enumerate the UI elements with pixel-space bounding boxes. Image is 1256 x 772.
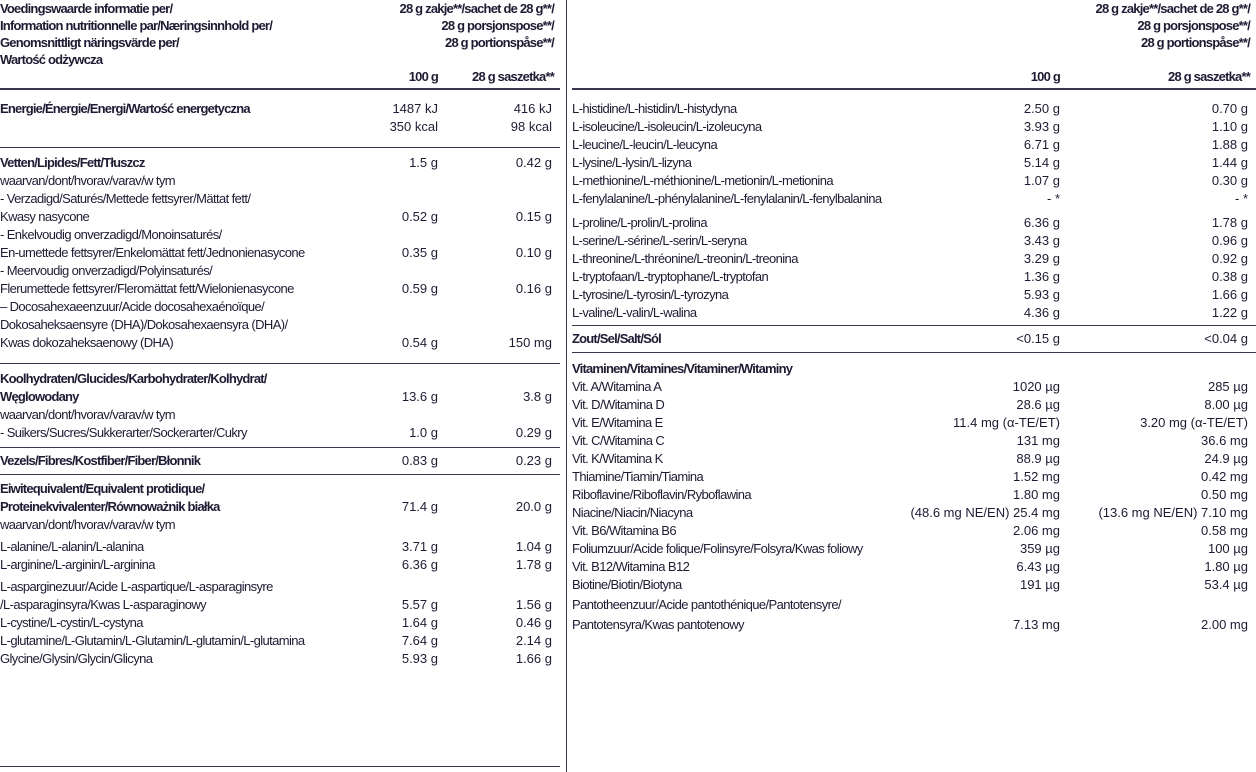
- nutrient-label: En-umettede fettsyrer/Enkelomättat fett/Jednonienasycone: [0, 245, 305, 260]
- value-per-100g: 3.93 g: [1023, 119, 1060, 134]
- nutrient-label: – Docosahexaeenzuur/Acide docosahexaénoïque/: [0, 299, 265, 314]
- table-row: [572, 504, 1256, 521]
- nutrient-label: Węglowodany: [0, 389, 79, 404]
- table-row: [0, 334, 560, 351]
- table-row: [572, 432, 1256, 449]
- table-row: [0, 298, 560, 315]
- section-rule: [572, 352, 1256, 353]
- nutrient-label: waarvan/dont/hvorav/varav/w tym: [0, 517, 176, 532]
- section-rule: [0, 363, 560, 364]
- value-per-100g: 359 µg: [1019, 541, 1060, 556]
- table-row: [0, 452, 560, 469]
- value-per-100g: 1.0 g: [409, 425, 438, 440]
- table-row: [0, 316, 560, 333]
- nutrient-label: Zout/Sel/Salt/Sól: [572, 331, 661, 346]
- section-rule: [572, 325, 1256, 326]
- nutrient-label: L-histidine/L-histidin/L-histydyna: [572, 101, 737, 116]
- nutrient-label: - Enkelvoudig onverzadigd/Monoinsaturés/: [0, 227, 222, 242]
- table-row: [572, 286, 1256, 303]
- table-row: [572, 304, 1256, 321]
- value-per-100g: 2.50 g: [1023, 101, 1060, 116]
- value-per-100g: 350 kcal: [389, 119, 438, 134]
- value-per-serving: 150 mg: [508, 335, 552, 350]
- table-row: [572, 522, 1256, 539]
- table-row: [0, 596, 560, 613]
- nutrient-label: Biotine/Biotin/Biotyna: [572, 577, 682, 592]
- table-row: [572, 214, 1256, 231]
- serving-line: 28 g zakje**/sachet de 28 g**/: [399, 1, 554, 16]
- header-serving-right: [1096, 0, 1250, 51]
- nutrient-label: L-lysine/L-lysin/L-lizyna: [572, 155, 692, 170]
- table-row: [572, 414, 1256, 431]
- nutrient-label: L-glutamine/L-Glutamin/L-Glutamin/L-glutamin/L-glutamina: [0, 633, 305, 648]
- value-per-serving: <0.04 g: [1204, 331, 1248, 346]
- table-row: [572, 360, 1256, 377]
- table-row: [0, 226, 560, 243]
- value-per-serving: 0.96 g: [1211, 233, 1248, 248]
- value-per-serving: 20.0 g: [515, 499, 552, 514]
- value-per-100g: 0.35 g: [401, 245, 438, 260]
- table-row: [572, 396, 1256, 413]
- value-per-serving: 36.6 mg: [1201, 433, 1248, 448]
- header-labels: [0, 0, 272, 68]
- nutrient-label: Eiwitequivalent/Equivalent protidique/: [0, 481, 205, 496]
- value-per-serving: 98 kcal: [510, 119, 552, 134]
- value-per-serving: 0.70 g: [1211, 101, 1248, 116]
- serving-line: 28 g zakje**/sachet de 28 g**/: [1095, 1, 1250, 16]
- nutrient-label: Dokosaheksaensyre (DHA)/Dokosahexaensyra (DHA)/: [0, 317, 288, 332]
- value-per-serving: 0.42 mg: [1201, 469, 1248, 484]
- table-row: [0, 280, 560, 297]
- nutrient-label: L-arginine/L-arginin/L-arginina: [0, 557, 155, 572]
- value-per-100g: 0.52 g: [401, 209, 438, 224]
- value-per-100g: 6.71 g: [1023, 137, 1060, 152]
- value-per-serving: 1.66 g: [1211, 287, 1248, 302]
- value-per-100g: <0.15 g: [1016, 331, 1060, 346]
- serving-line: 28 g portionspåse**/: [1141, 35, 1250, 50]
- table-row: [0, 370, 560, 387]
- nutrient-label: Vitaminen/Vitamines/Vitaminer/Witaminy: [572, 361, 793, 376]
- nutrient-label: Proteinekvivalenter/Równoważnik białka: [0, 499, 220, 514]
- table-row: [572, 378, 1256, 395]
- value-per-serving: 1.78 g: [515, 557, 552, 572]
- value-per-serving: 285 µg: [1207, 379, 1248, 394]
- value-per-100g: 13.6 g: [401, 389, 438, 404]
- header-label-line: Voedingswaarde informatie per/: [0, 1, 173, 16]
- value-per-100g: 5.93 g: [1023, 287, 1060, 302]
- value-per-serving: 1.10 g: [1211, 119, 1248, 134]
- table-row: [0, 578, 560, 595]
- value-per-serving: - *: [1235, 191, 1248, 206]
- value-per-serving: 0.92 g: [1211, 251, 1248, 266]
- table-row: [0, 190, 560, 207]
- table-row: [0, 388, 560, 405]
- nutrient-label: L-tryptofaan/L-tryptophane/L-tryptofan: [572, 269, 769, 284]
- value-per-100g: 88.9 µg: [1016, 451, 1060, 466]
- value-per-serving: 3.20 mg (α-TE/ET): [1140, 415, 1248, 430]
- value-per-serving: 100 µg: [1207, 541, 1248, 556]
- table-row: [572, 576, 1256, 593]
- value-per-serving: 53.4 µg: [1204, 577, 1248, 592]
- value-per-serving: 1.66 g: [515, 651, 552, 666]
- nutrient-label: L-cystine/L-cystin/L-cystyna: [0, 615, 143, 630]
- value-per-100g: - *: [1047, 191, 1060, 206]
- nutrient-label: Glycine/Glysin/Glycin/Glicyna: [0, 651, 153, 666]
- table-row: [0, 614, 560, 631]
- nutrient-label: L-proline/L-prolin/L-prolina: [572, 215, 707, 230]
- value-per-serving: 2.14 g: [515, 633, 552, 648]
- table-row: [572, 118, 1256, 135]
- nutrient-label: Pantotheenzuur/Acide pantothénique/Pantotensyre/: [572, 597, 841, 612]
- table-row: [572, 330, 1256, 347]
- value-per-serving: 3.8 g: [523, 389, 552, 404]
- value-per-100g: 4.36 g: [1023, 305, 1060, 320]
- nutrient-label: - Verzadigd/Saturés/Mettede fettsyrer/Mättat fett/: [0, 191, 251, 206]
- value-per-serving: (13.6 mg NE/EN) 7.10 mg: [1098, 505, 1248, 520]
- nutrient-label: Energie/Énergie/Energi/Wartość energetyczna: [0, 101, 250, 116]
- value-per-100g: 1.80 mg: [1013, 487, 1060, 502]
- value-per-100g: 1.07 g: [1023, 173, 1060, 188]
- nutrient-label: Vit. C/Witamina C: [572, 433, 665, 448]
- nutrient-label: Vit. B6/Witamina B6: [572, 523, 676, 538]
- value-per-serving: 0.46 g: [515, 615, 552, 630]
- nutrient-label: Niacine/Niacin/Niacyna: [572, 505, 693, 520]
- value-per-serving: 1.80 µg: [1204, 559, 1248, 574]
- value-per-100g: 5.93 g: [401, 651, 438, 666]
- nutrient-label: Riboflavine/Riboflavin/Ryboflawina: [572, 487, 752, 502]
- table-row: [572, 268, 1256, 285]
- value-per-serving: 0.29 g: [515, 425, 552, 440]
- nutrient-label: Vezels/Fibres/Kostfiber/Fiber/Błonnik: [0, 453, 201, 468]
- table-row: [572, 486, 1256, 503]
- nutrient-label: L-alanine/L-alanin/L-alanina: [0, 539, 144, 554]
- column-divider: [566, 0, 567, 772]
- value-per-100g: 1.5 g: [409, 155, 438, 170]
- value-per-100g: 1.52 mg: [1013, 469, 1060, 484]
- header-label-line: Information nutritionnelle par/Næringsinnhold per/: [0, 18, 273, 33]
- value-per-100g: 7.13 mg: [1013, 617, 1060, 632]
- table-row: [0, 406, 560, 423]
- value-per-serving: 24.9 µg: [1204, 451, 1248, 466]
- table-row: [572, 540, 1256, 557]
- table-row: [0, 262, 560, 279]
- table-row: [572, 616, 1256, 633]
- header-label-line: Genomsnittligt näringsvärde per/: [0, 35, 179, 50]
- value-per-serving: 0.42 g: [515, 155, 552, 170]
- value-per-100g: (48.6 mg NE/EN) 25.4 mg: [910, 505, 1060, 520]
- table-row: [572, 250, 1256, 267]
- value-per-100g: 71.4 g: [401, 499, 438, 514]
- table-row: [0, 650, 560, 667]
- nutrient-label: Foliumzuur/Acide folique/Folinsyre/Folsyra/Kwas foliowy: [572, 541, 863, 556]
- value-per-serving: 0.15 g: [515, 209, 552, 224]
- value-per-serving: 416 kJ: [513, 101, 552, 116]
- table-row: [572, 468, 1256, 485]
- value-per-100g: 1.36 g: [1023, 269, 1060, 284]
- table-row: [572, 136, 1256, 153]
- value-per-100g: 5.14 g: [1023, 155, 1060, 170]
- table-row: [0, 244, 560, 261]
- nutrient-label: L-threonine/L-thréonine/L-treonin/L-treonina: [572, 251, 798, 266]
- table-row: [0, 154, 560, 171]
- value-per-serving: 1.22 g: [1211, 305, 1248, 320]
- value-per-100g: 1487 kJ: [392, 101, 438, 116]
- col-100g-header: 100 g: [408, 69, 438, 84]
- table-row: [0, 100, 560, 117]
- value-per-100g: 3.29 g: [1023, 251, 1060, 266]
- nutrient-label: waarvan/dont/hvorav/varav/w tym: [0, 407, 176, 422]
- value-per-100g: 1.64 g: [401, 615, 438, 630]
- value-per-100g: 131 mg: [1016, 433, 1060, 448]
- value-per-100g: 3.43 g: [1023, 233, 1060, 248]
- value-per-100g: 6.36 g: [401, 557, 438, 572]
- nutrient-label: L-leucine/L-leucin/L-leucyna: [572, 137, 718, 152]
- table-row: [572, 172, 1256, 189]
- table-row: [572, 154, 1256, 171]
- value-per-100g: 7.64 g: [401, 633, 438, 648]
- left-panel: [0, 0, 560, 772]
- value-per-100g: 0.54 g: [401, 335, 438, 350]
- table-row: [0, 632, 560, 649]
- header-serving: [400, 0, 554, 51]
- section-rule: [0, 447, 560, 448]
- serving-line: 28 g portionspåse**/: [445, 35, 554, 50]
- table-row: [572, 232, 1256, 249]
- value-per-serving: 0.16 g: [515, 281, 552, 296]
- nutrient-label: Vit. D/Witamina D: [572, 397, 665, 412]
- value-per-serving: 0.30 g: [1211, 173, 1248, 188]
- serving-line: 28 g porsjonspose**/: [1137, 18, 1250, 33]
- nutrient-label: Kwasy nasycone: [0, 209, 90, 224]
- nutrient-label: - Suikers/Sucres/Sukkerarter/Sockerarter/Cukry: [0, 425, 247, 440]
- value-per-100g: 11.4 mg (α-TE/ET): [953, 415, 1060, 430]
- value-per-100g: 6.36 g: [1023, 215, 1060, 230]
- value-per-100g: 0.83 g: [401, 453, 438, 468]
- value-per-100g: 5.57 g: [401, 597, 438, 612]
- table-row: [0, 480, 560, 497]
- nutrient-label: Kwas dokozaheksaenowy (DHA): [0, 335, 174, 350]
- nutrient-label: waarvan/dont/hvorav/varav/w tym: [0, 173, 176, 188]
- col-serving-header: 28 g saszetka**: [472, 69, 554, 84]
- value-per-serving: 0.38 g: [1211, 269, 1248, 284]
- value-per-serving: 2.00 mg: [1201, 617, 1248, 632]
- table-row: [572, 596, 1256, 613]
- nutrient-label: Vit. A/Witamina A: [572, 379, 662, 394]
- header-rule: [572, 88, 1256, 90]
- nutrient-label: L-serine/L-sérine/L-serin/L-seryna: [572, 233, 747, 248]
- nutrient-label: Thiamine/Tiamin/Tiamina: [572, 469, 704, 484]
- table-row: [0, 118, 560, 135]
- value-per-100g: 3.71 g: [401, 539, 438, 554]
- right-panel: [572, 0, 1256, 772]
- serving-line: 28 g porsjonspose**/: [441, 18, 554, 33]
- nutrient-label: Vit. K/Witamina K: [572, 451, 663, 466]
- value-per-serving: 0.58 mg: [1201, 523, 1248, 538]
- value-per-100g: 1020 µg: [1012, 379, 1060, 394]
- bottom-rule: [0, 766, 560, 767]
- value-per-serving: 1.44 g: [1211, 155, 1248, 170]
- col-100g-header: 100 g: [1030, 69, 1060, 84]
- table-row: [0, 556, 560, 573]
- nutrient-label: Vit. B12/Witamina B12: [572, 559, 690, 574]
- value-per-serving: 1.88 g: [1211, 137, 1248, 152]
- value-per-serving: 1.56 g: [515, 597, 552, 612]
- table-row: [0, 498, 560, 515]
- value-per-serving: 0.50 mg: [1201, 487, 1248, 502]
- table-row: [572, 450, 1256, 467]
- section-rule: [0, 474, 560, 475]
- table-row: [0, 208, 560, 225]
- value-per-serving: 1.78 g: [1211, 215, 1248, 230]
- value-per-serving: 8.00 µg: [1204, 397, 1248, 412]
- nutrient-label: /L-asparaginsyra/Kwas L-asparaginowy: [0, 597, 207, 612]
- table-row: [0, 538, 560, 555]
- header-label-line: Wartość odżywcza: [0, 52, 103, 67]
- table-row: [572, 100, 1256, 117]
- nutrient-label: - Meervoudig onverzadigd/Polyinsaturés/: [0, 263, 213, 278]
- col-serving-header: 28 g saszetka**: [1168, 69, 1250, 84]
- header-rule: [0, 88, 560, 90]
- value-per-100g: 2.06 mg: [1013, 523, 1060, 538]
- table-row: [572, 190, 1256, 207]
- value-per-serving: 1.04 g: [515, 539, 552, 554]
- value-per-100g: 0.59 g: [401, 281, 438, 296]
- nutrient-label: Koolhydraten/Glucides/Karbohydrater/Kolhydrat/: [0, 371, 267, 386]
- value-per-serving: 0.10 g: [515, 245, 552, 260]
- nutrient-label: L-methionine/L-méthionine/L-metionin/L-metionina: [572, 173, 833, 188]
- nutrient-label: Pantotensyra/Kwas pantotenowy: [572, 617, 744, 632]
- nutrient-label: L-valine/L-valin/L-walina: [572, 305, 697, 320]
- nutrient-label: Vit. E/Witamina E: [572, 415, 663, 430]
- table-row: [572, 558, 1256, 575]
- table-row: [0, 516, 560, 533]
- nutrient-label: Vetten/Lipides/Fett/Tłuszcz: [0, 155, 145, 170]
- nutrient-label: Flerumettede fettsyrer/Fleromättat fett/Wielonienasycone: [0, 281, 294, 296]
- nutrient-label: L-tyrosine/L-tyrosin/L-tyrozyna: [572, 287, 729, 302]
- value-per-100g: 6.43 µg: [1016, 559, 1060, 574]
- nutrient-label: L-isoleucine/L-isoleucin/L-izoleucyna: [572, 119, 762, 134]
- table-row: [0, 172, 560, 189]
- section-rule: [0, 147, 560, 148]
- table-row: [0, 424, 560, 441]
- value-per-100g: 191 µg: [1019, 577, 1060, 592]
- nutrient-label: L-fenylalanine/L-phénylalanine/L-fenylalanin/L-fenylbalanina: [572, 191, 882, 206]
- value-per-serving: 0.23 g: [515, 453, 552, 468]
- nutrient-label: L-asparginezuur/Acide L-aspartique/L-asparaginsyre: [0, 579, 273, 594]
- value-per-100g: 28.6 µg: [1016, 397, 1060, 412]
